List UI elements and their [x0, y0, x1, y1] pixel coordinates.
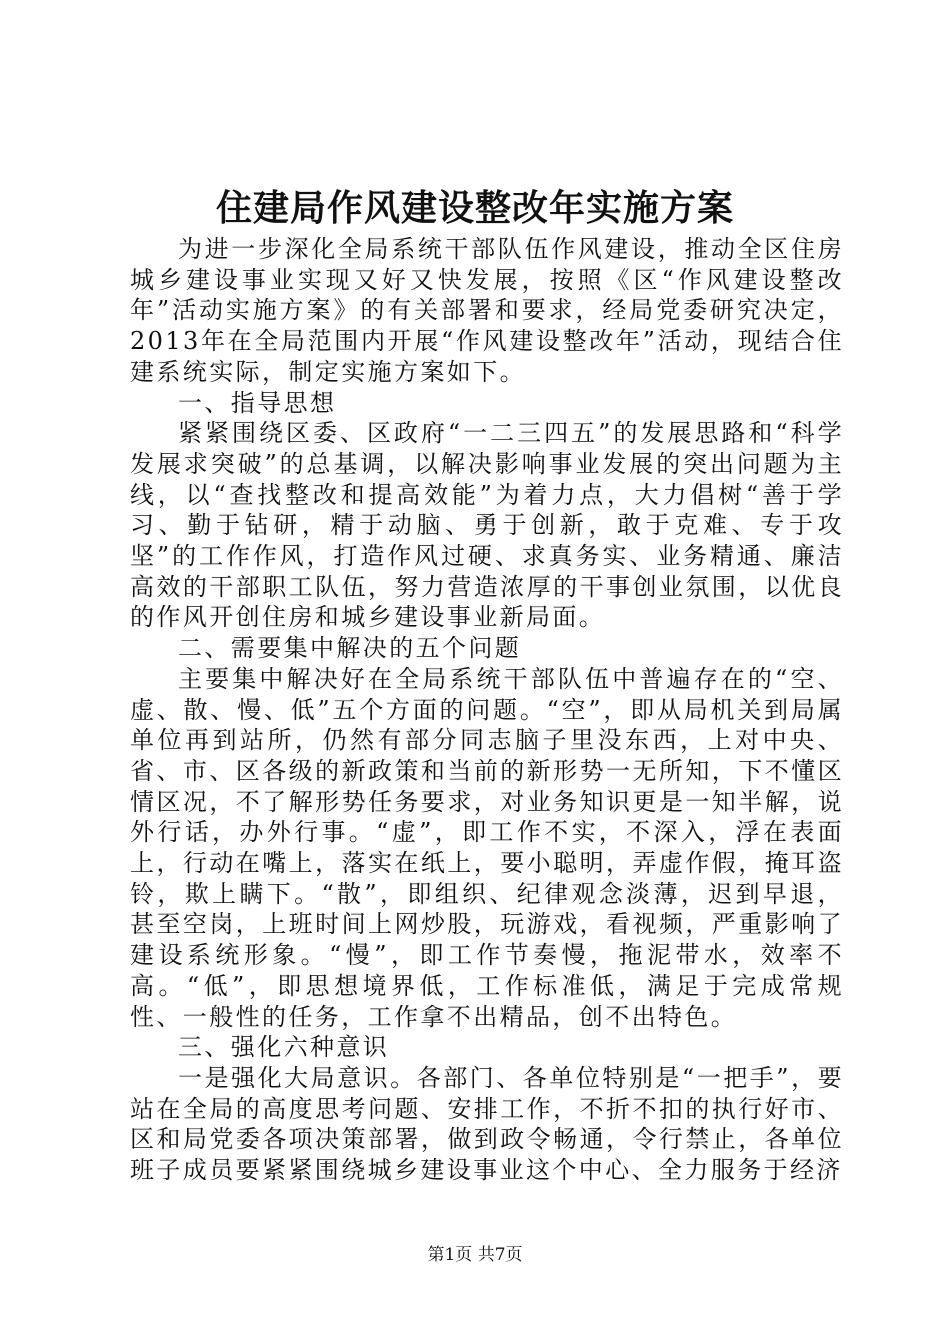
section-heading-2: 二、需要集中解决的五个问题 — [178, 634, 522, 663]
intro-paragraph: 为进一步深化全局系统干部队伍作风建设，推动全区住房城乡建设事业实现又好又快发展，按照《区“作风建设整改年”活动实施方案》的有关部署和要求，经局党委研究决定，2013年在全局范围内开展“作风建设整改年”活动，现结合住建系统实际，制定实施方案如下。 — [130, 235, 844, 386]
section-1-paragraph: 紧紧围绕区委、区政府“一二三四五”的发展思路和“科学发展求突破”的总基调，以解决影响事业发展的突出问题为主线，以“查找整改和提高效能”为着力点，大力倡树“善于学习、勤于钻研，精于动脑、勇于创新，敢于克难、专于攻坚”的工作作风，打造作风过硬、求真务实、业务精通、廉洁高效的干部职工队伍，努力营造浓厚的干事创业氛围，以优良的作风开创住房和城乡建设事业新局面。 — [130, 419, 844, 632]
section-2-paragraph: 主要集中解决好在全局系统干部队伍中普遍存在的“空、虚、散、慢、低”五个方面的问题。“空”，即从局机关到局属单位再到站所，仍然有部分同志脑子里没东西，上对中央、省、市、区各级的新政策和当前的新形势一无所知，下不懂区情区况，不了解形势任务要求，对业务知识更是一知半解，说外行话，办外行事。“虚”，即工作不实，不深入，浮在表面上，行动在嘴上，落实在纸上，要小聪明，弄虚作假，掩耳盗铃，欺上瞒下。“散”，即组织、纪律观念淡薄，迟到早退，甚至空岗，上班时间上网炒股，玩游戏，看视频，严重影响了建设系统形象。“慢”，即工作节奏慢，拖泥带水，效率不高。“低”，即思想境界低，工作标准低，满足于完成常规性、一般性的任务，工作拿不出精品，创不出特色。 — [130, 664, 844, 1031]
section-heading-1: 一、指导思想 — [178, 388, 337, 417]
section-3-paragraph: 一是强化大局意识。各部门、各单位特别是“一把手”，要站在全局的高度思考问题、安排工作，不折不扣的执行好市、区和局党委各项决策部署，做到政令畅通，令行禁止，各单位班子成员要紧紧围绕城乡建设事业这个中心、全力服务于经济 — [130, 1063, 844, 1185]
page-footer: 第1页 共7页 — [427, 1245, 523, 1265]
document-body — [130, 234, 844, 1186]
document-title: 住建局作风建设整改年实施方案 — [215, 187, 734, 229]
section-heading-3: 三、强化六种意识 — [178, 1033, 390, 1062]
